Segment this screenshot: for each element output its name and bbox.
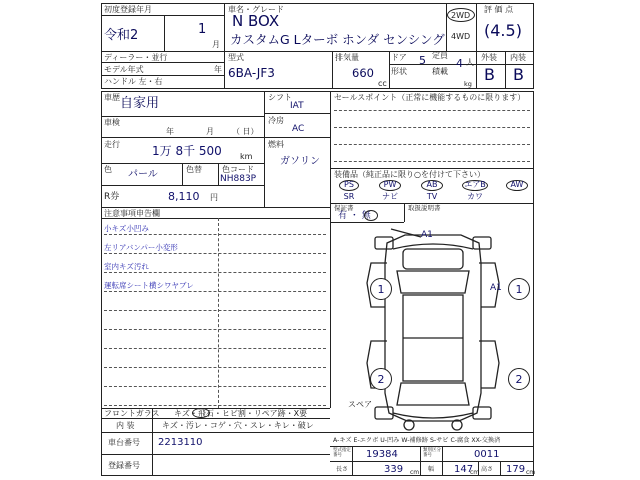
model-label: 型式 [228,53,244,62]
model-value: 6BA-JF3 [228,66,275,80]
kg-unit: kg [464,80,472,88]
equip-leather: カワ [467,192,483,201]
chassis-label: 車台番号 [108,438,140,447]
exterior-label: 外装 [481,53,497,62]
notes-rule [104,310,326,311]
equip-ps: PS [344,180,354,189]
damage-legend: A-キズ E-エクボ U-凹み W-補修跡 S-サビ C-腐食 XX-交換済 [333,437,501,444]
notes-rule [104,386,326,387]
equip-ab: AB [426,180,438,189]
registration-label: 登録番号 [108,461,140,470]
interior-options: キズ・汚レ・コゲ・穴・スレ・キレ・破レ [162,421,314,430]
inspection-label: 車検 [104,118,120,127]
notes-rule [104,329,326,330]
notes-rule [104,291,326,292]
km-unit: km [240,152,253,161]
inspection-month: 月 [206,127,214,136]
car-type-value: 自家用 [120,96,160,111]
equip-airb: エアB [464,180,486,189]
notes-label: 注意事項申告欄 [104,209,160,218]
cm-unit: cm [526,469,536,476]
warranty-none-circle [364,210,378,221]
recycle-value: 8,110 [168,190,200,203]
cc-unit: cc [378,79,387,88]
size-label-3: 高さ [481,466,494,473]
drive-4wd: 4WD [451,32,471,41]
size-label-2: 幅 [428,466,435,473]
grade: カスタムG Lターボ ホンダ センシング [230,32,445,47]
color-change-label: 色替 [186,165,202,174]
doors-label: ドア [391,53,407,62]
interior-grade: B [513,65,524,84]
mileage-value: 1万 8千 500 [152,144,222,158]
equip-label: 装備品（純正品に限り○を付けて下さい） [334,170,485,179]
capacity-unit: 人 [466,58,474,67]
warranty-label: 保証書 [334,204,354,212]
car-name-label: 車名・グレード [228,5,284,14]
ac-value: AC [292,124,305,134]
warranty-value: 有 ・ 無 [338,211,371,221]
damage-circle: 2 [370,368,392,390]
recycle-label: R券 [104,192,120,202]
manual-label: 取扱説明書 [408,204,441,212]
spare-label: スペア [348,400,372,409]
notes-rule [104,234,326,235]
year-unit: 年 [214,65,222,74]
equip-tv: TV [426,192,438,201]
yen-unit: 円 [210,193,218,202]
equip-aw: AW [510,180,524,189]
exterior-grade: B [484,65,495,84]
doors-value: 5 [419,54,426,67]
inspection-day: （ 日） [232,127,259,136]
fuel-label: 燃料 [268,140,284,149]
capacity-value: 4 [456,57,463,70]
note-item: 小キズ小凹み [104,224,149,233]
notes-rule [104,272,326,273]
glass-chip-circle [192,408,210,418]
mileage-label: 走行 [104,140,120,149]
month-unit: 月 [212,40,220,49]
glass-label: フロントガラス [104,409,160,418]
interior-cond-label: 内 装 [116,421,135,430]
shift-value: IAT [290,101,304,111]
damage-circle: 1 [370,278,392,300]
equip-sr: SR [343,192,355,201]
color-code-label: 色コード [222,165,254,174]
first-reg-label: 初度登録年月 [104,5,152,14]
equip-navi: ナビ [382,192,398,201]
era-value: 令和2 [104,28,139,43]
note-item: 室内キズ汚れ [104,262,149,271]
rating-value: (4.5) [484,21,522,40]
rating-label: 評 価 点 [484,5,514,14]
equip-pw: PW [383,180,397,189]
note-item: 左リアバンパー小変形 [104,243,178,252]
size-value-2: 147 [454,464,474,475]
notes-rule [104,405,326,406]
cm-unit: cm [410,469,420,476]
damage-circle: 2 [508,368,530,390]
shape-label: 形状 [391,67,407,76]
color-label: 色 [104,165,112,174]
displacement-value: 660 [352,66,374,80]
notes-rule [104,348,326,349]
car-type-label: 車歴 [104,93,120,102]
shift-label: シフト [268,93,292,102]
weight-label: 積載 [432,67,448,76]
notes-rule [104,253,326,254]
size-value-3: 179 [506,464,526,475]
drive-2wd: 2WD [451,11,471,20]
cm-unit: cm [470,469,480,476]
glass-options: キズ・飛石・ヒビ割・リペア跡・X要 [174,409,308,418]
handle-label: ハンドル 左・右 [104,77,163,86]
month-value: 1 [198,22,207,37]
spec-value-2: 0011 [474,449,500,460]
damage-circle: 1 [508,278,530,300]
dealer-label: ディーラー・並行 [104,53,168,62]
ac-label: 冷房 [268,116,284,125]
diagram-a1-right: A1 [490,283,502,293]
interior-label: 内装 [510,53,526,62]
spec-value-1: 19384 [366,449,398,460]
car-name: N BOX [232,12,280,30]
spec-label-1: 型式指定番号 [333,448,351,458]
note-item: 運転席シート横シワヤブレ [104,281,194,290]
fuel-value: ガソリン [280,156,320,167]
color-value: パール [128,169,158,180]
capacity-label: 定員 [432,51,448,60]
notes-rule [104,367,326,368]
inspection-year: 年 [166,127,174,136]
color-code-value: NH883P [220,174,257,184]
model-year-label: モデル年式 [104,65,144,74]
diagram-a1-top: A1 [421,230,433,240]
spec-label-2: 類別区分番号 [423,448,441,458]
sales-point-label: セールスポイント（正常に機能するものに限ります） [334,93,526,102]
displacement-label: 排気量 [335,53,359,62]
size-label-1: 長さ [336,466,349,473]
size-value-1: 339 [384,464,404,475]
chassis-value: 2213110 [158,437,203,448]
